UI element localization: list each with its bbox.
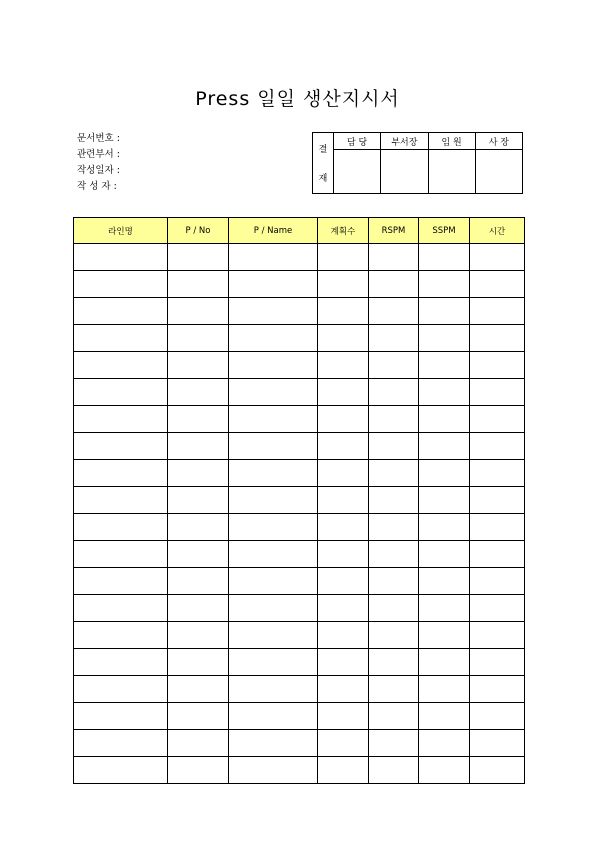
header-part-name: P / Name [229, 218, 318, 244]
document-meta [77, 131, 217, 195]
cell-sspm[interactable] [419, 460, 470, 487]
cell-time[interactable] [470, 433, 525, 460]
cell-time[interactable] [470, 541, 525, 568]
cell-part-name[interactable] [229, 460, 318, 487]
production-table [73, 217, 525, 784]
header-planned-qty: 계획수 [318, 218, 369, 244]
cell-planned-qty[interactable] [318, 622, 369, 649]
approval-header-row [313, 133, 523, 150]
cell-part-number[interactable] [168, 325, 229, 352]
cell-line-name[interactable] [74, 244, 168, 271]
meta-author-label: 작 성 자 : [77, 181, 117, 192]
table-row [74, 730, 525, 757]
cell-line-name[interactable] [74, 325, 168, 352]
cell-part-number[interactable] [168, 433, 229, 460]
cell-rspm[interactable] [369, 595, 419, 622]
cell-time[interactable] [470, 298, 525, 325]
cell-planned-qty[interactable] [318, 541, 369, 568]
cell-sspm[interactable] [419, 757, 470, 784]
cell-rspm[interactable] [369, 433, 419, 460]
cell-sspm[interactable] [419, 676, 470, 703]
approval-col-staff: 담 당 [334, 133, 381, 150]
cell-sspm[interactable] [419, 298, 470, 325]
cell-planned-qty[interactable] [318, 757, 369, 784]
cell-time[interactable] [470, 649, 525, 676]
cell-line-name[interactable] [74, 568, 168, 595]
cell-line-name[interactable] [74, 379, 168, 406]
cell-rspm[interactable] [369, 568, 419, 595]
meta-doc-number-label: 문서번호 : [77, 133, 120, 144]
table-header-row [74, 218, 525, 244]
cell-sspm[interactable] [419, 730, 470, 757]
cell-planned-qty[interactable] [318, 271, 369, 298]
cell-time[interactable] [470, 568, 525, 595]
cell-line-name[interactable] [74, 595, 168, 622]
cell-sspm[interactable] [419, 352, 470, 379]
table-row [74, 460, 525, 487]
header-line-name: 라인명 [74, 218, 168, 244]
table-row [74, 676, 525, 703]
cell-planned-qty[interactable] [318, 406, 369, 433]
cell-time[interactable] [470, 514, 525, 541]
table-row [74, 541, 525, 568]
approval-side-bottom: 재 [318, 174, 328, 184]
cell-part-name[interactable] [229, 298, 318, 325]
cell-time[interactable] [470, 352, 525, 379]
cell-part-name[interactable] [229, 703, 318, 730]
cell-line-name[interactable] [74, 703, 168, 730]
cell-part-name[interactable] [229, 379, 318, 406]
cell-time[interactable] [470, 757, 525, 784]
cell-planned-qty[interactable] [318, 460, 369, 487]
document-title: Press 일일 생산지시서 [195, 88, 400, 110]
cell-time[interactable] [470, 595, 525, 622]
approval-col-president: 사 장 [475, 133, 522, 150]
cell-sspm[interactable] [419, 595, 470, 622]
cell-part-number[interactable] [168, 541, 229, 568]
cell-sspm[interactable] [419, 244, 470, 271]
approval-sign-executive[interactable] [428, 150, 475, 194]
cell-time[interactable] [470, 460, 525, 487]
cell-rspm[interactable] [369, 649, 419, 676]
approval-sign-manager[interactable] [381, 150, 428, 194]
approval-box [312, 132, 523, 194]
cell-planned-qty[interactable] [318, 514, 369, 541]
cell-rspm[interactable] [369, 757, 419, 784]
cell-part-name[interactable] [229, 433, 318, 460]
header-rspm: RSPM [369, 218, 419, 244]
cell-planned-qty[interactable] [318, 433, 369, 460]
cell-sspm[interactable] [419, 622, 470, 649]
cell-line-name[interactable] [74, 433, 168, 460]
cell-sspm[interactable] [419, 406, 470, 433]
table-row [74, 244, 525, 271]
cell-rspm[interactable] [369, 298, 419, 325]
cell-part-number[interactable] [168, 244, 229, 271]
cell-line-name[interactable] [74, 622, 168, 649]
table-row [74, 298, 525, 325]
table-row [74, 622, 525, 649]
cell-planned-qty[interactable] [318, 487, 369, 514]
cell-line-name[interactable] [74, 757, 168, 784]
cell-planned-qty[interactable] [318, 649, 369, 676]
cell-line-name[interactable] [74, 487, 168, 514]
approval-col-executive: 임 원 [428, 133, 475, 150]
cell-rspm[interactable] [369, 703, 419, 730]
cell-rspm[interactable] [369, 514, 419, 541]
cell-part-number[interactable] [168, 487, 229, 514]
cell-rspm[interactable] [369, 622, 419, 649]
cell-sspm[interactable] [419, 568, 470, 595]
cell-planned-qty[interactable] [318, 568, 369, 595]
cell-sspm[interactable] [419, 487, 470, 514]
cell-part-name[interactable] [229, 244, 318, 271]
cell-part-number[interactable] [168, 703, 229, 730]
cell-rspm[interactable] [369, 541, 419, 568]
table-body [74, 244, 525, 784]
cell-part-name[interactable] [229, 271, 318, 298]
approval-col-manager: 부서장 [381, 133, 428, 150]
cell-time[interactable] [470, 487, 525, 514]
cell-time[interactable] [470, 622, 525, 649]
table-row [74, 325, 525, 352]
table-row [74, 757, 525, 784]
cell-part-number[interactable] [168, 676, 229, 703]
cell-time[interactable] [470, 676, 525, 703]
cell-sspm[interactable] [419, 703, 470, 730]
cell-rspm[interactable] [369, 406, 419, 433]
approval-sign-row [313, 150, 523, 194]
table-row [74, 703, 525, 730]
cell-part-name[interactable] [229, 487, 318, 514]
cell-line-name[interactable] [74, 460, 168, 487]
cell-part-name[interactable] [229, 514, 318, 541]
cell-part-number[interactable] [168, 379, 229, 406]
cell-part-number[interactable] [168, 757, 229, 784]
cell-part-number[interactable] [168, 730, 229, 757]
cell-part-name[interactable] [229, 622, 318, 649]
cell-line-name[interactable] [74, 352, 168, 379]
cell-part-name[interactable] [229, 676, 318, 703]
cell-part-number[interactable] [168, 298, 229, 325]
cell-rspm[interactable] [369, 487, 419, 514]
header-time: 시간 [470, 218, 525, 244]
cell-time[interactable] [470, 271, 525, 298]
cell-part-number[interactable] [168, 568, 229, 595]
cell-time[interactable] [470, 730, 525, 757]
cell-planned-qty[interactable] [318, 730, 369, 757]
cell-part-number[interactable] [168, 352, 229, 379]
table-row [74, 649, 525, 676]
cell-planned-qty[interactable] [318, 595, 369, 622]
cell-part-name[interactable] [229, 568, 318, 595]
approval-side-label [313, 133, 334, 194]
table-row [74, 568, 525, 595]
header-part-number: P / No [168, 218, 229, 244]
cell-planned-qty[interactable] [318, 676, 369, 703]
cell-rspm[interactable] [369, 325, 419, 352]
cell-time[interactable] [470, 406, 525, 433]
table-row [74, 406, 525, 433]
cell-sspm[interactable] [419, 514, 470, 541]
cell-planned-qty[interactable] [318, 244, 369, 271]
cell-sspm[interactable] [419, 325, 470, 352]
cell-line-name[interactable] [74, 406, 168, 433]
cell-part-number[interactable] [168, 406, 229, 433]
cell-time[interactable] [470, 325, 525, 352]
cell-time[interactable] [470, 244, 525, 271]
approval-sign-president[interactable] [475, 150, 522, 194]
meta-date-label: 작성일자 : [77, 165, 120, 176]
cell-rspm[interactable] [369, 676, 419, 703]
cell-line-name[interactable] [74, 649, 168, 676]
cell-part-name[interactable] [229, 541, 318, 568]
cell-line-name[interactable] [74, 298, 168, 325]
cell-planned-qty[interactable] [318, 325, 369, 352]
table-row [74, 379, 525, 406]
table-row [74, 352, 525, 379]
cell-part-number[interactable] [168, 271, 229, 298]
cell-part-name[interactable] [229, 595, 318, 622]
cell-time[interactable] [470, 379, 525, 406]
table-row [74, 595, 525, 622]
cell-line-name[interactable] [74, 730, 168, 757]
cell-part-name[interactable] [229, 406, 318, 433]
cell-rspm[interactable] [369, 352, 419, 379]
cell-line-name[interactable] [74, 514, 168, 541]
cell-time[interactable] [470, 703, 525, 730]
cell-part-number[interactable] [168, 514, 229, 541]
cell-sspm[interactable] [419, 433, 470, 460]
cell-part-name[interactable] [229, 649, 318, 676]
approval-side-top: 결 [318, 145, 328, 155]
cell-sspm[interactable] [419, 379, 470, 406]
cell-sspm[interactable] [419, 271, 470, 298]
table-row [74, 433, 525, 460]
cell-sspm[interactable] [419, 649, 470, 676]
cell-rspm[interactable] [369, 730, 419, 757]
cell-rspm[interactable] [369, 244, 419, 271]
cell-part-name[interactable] [229, 352, 318, 379]
cell-part-name[interactable] [229, 757, 318, 784]
meta-department-label: 관련부서 : [77, 149, 120, 160]
cell-line-name[interactable] [74, 676, 168, 703]
cell-rspm[interactable] [369, 271, 419, 298]
cell-part-name[interactable] [229, 325, 318, 352]
cell-planned-qty[interactable] [318, 352, 369, 379]
cell-line-name[interactable] [74, 541, 168, 568]
approval-sign-staff[interactable] [334, 150, 381, 194]
header-sspm: SSPM [419, 218, 470, 244]
table-row [74, 487, 525, 514]
cell-planned-qty[interactable] [318, 703, 369, 730]
cell-sspm[interactable] [419, 541, 470, 568]
cell-rspm[interactable] [369, 460, 419, 487]
cell-part-number[interactable] [168, 460, 229, 487]
cell-planned-qty[interactable] [318, 298, 369, 325]
cell-part-number[interactable] [168, 595, 229, 622]
table-row [74, 271, 525, 298]
cell-part-number[interactable] [168, 622, 229, 649]
table-row [74, 514, 525, 541]
cell-part-name[interactable] [229, 730, 318, 757]
cell-line-name[interactable] [74, 271, 168, 298]
cell-planned-qty[interactable] [318, 379, 369, 406]
cell-rspm[interactable] [369, 379, 419, 406]
cell-part-number[interactable] [168, 649, 229, 676]
